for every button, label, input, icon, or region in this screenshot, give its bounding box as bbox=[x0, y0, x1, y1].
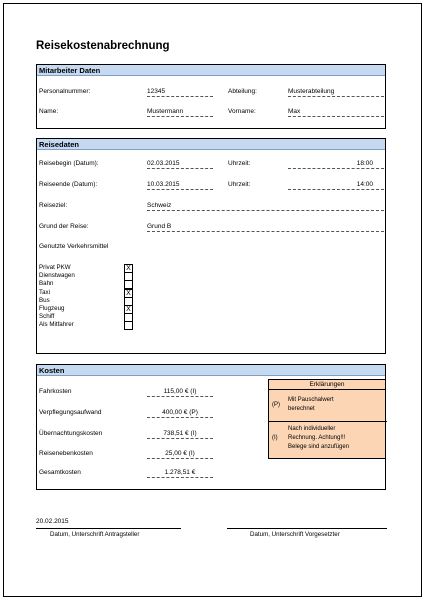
transport-checkbox[interactable]: X bbox=[124, 289, 133, 298]
accommodation-field[interactable]: 738,51 € (I) bbox=[147, 429, 213, 439]
transport-option-label: Bus bbox=[39, 296, 50, 304]
employee-section bbox=[36, 64, 386, 129]
explanation-box bbox=[268, 379, 386, 459]
transport-checkbox[interactable]: X bbox=[124, 264, 133, 273]
individual-code: (I) bbox=[272, 435, 278, 441]
signature-line-applicant bbox=[36, 528, 181, 529]
explanation-individual bbox=[269, 424, 387, 458]
transport-option-label: Privat PKW bbox=[39, 264, 71, 271]
meal-allowance-field[interactable]: 400,00 € (P) bbox=[147, 408, 213, 418]
transport-option-label: Dienstwagen bbox=[39, 272, 75, 280]
document-title: Reisekostenabrechnung bbox=[36, 40, 170, 52]
travel-costs-label: Fahrkosten bbox=[39, 388, 72, 395]
travel-section bbox=[36, 138, 386, 354]
transport-option bbox=[39, 280, 53, 287]
transport-option bbox=[39, 272, 75, 279]
travel-end-time-field[interactable]: 14:00 bbox=[288, 180, 384, 190]
personnel-number-field[interactable]: 12345 bbox=[147, 87, 213, 97]
transport-option-label: Als Mitfahrer bbox=[39, 321, 74, 329]
destination-field[interactable]: Schweiz bbox=[147, 201, 384, 211]
destination-label: Reiseziel: bbox=[39, 202, 68, 209]
transport-label: Genutzte Verkehrsmittel bbox=[39, 243, 109, 250]
travel-start-field[interactable]: 02.03.2015 bbox=[147, 159, 213, 169]
trip-reason-field[interactable]: Grund B bbox=[147, 222, 384, 232]
travel-start-time-field[interactable]: 18:00 bbox=[288, 159, 384, 169]
travel-start-label: Reisebegin (Datum): bbox=[39, 160, 99, 167]
transport-option bbox=[39, 313, 54, 320]
costs-section bbox=[36, 364, 386, 490]
incidental-costs-label: Reisenebenkosten bbox=[39, 450, 93, 457]
individual-text-1: Nach individueller bbox=[288, 426, 336, 432]
signature-date: 20.02.2015 bbox=[36, 518, 69, 525]
individual-text-2: Rechnung. Achtung!!! bbox=[288, 435, 346, 441]
incidental-costs-field[interactable]: 25,00 € (I) bbox=[147, 449, 213, 459]
transport-option bbox=[39, 297, 50, 304]
employee-section-header: Mitarbeiter Daten bbox=[37, 65, 385, 76]
travel-end-field[interactable]: 10.03.2015 bbox=[147, 180, 213, 190]
flat-rate-text-1: Mit Pauschalwert bbox=[288, 397, 334, 403]
travel-costs-field[interactable]: 115,00 € (I) bbox=[147, 387, 213, 397]
transport-option bbox=[39, 321, 74, 328]
costs-section-header: Kosten bbox=[37, 365, 385, 376]
travel-start-time-label: Uhrzeit: bbox=[228, 160, 251, 167]
total-costs-field[interactable]: 1.278,51 € bbox=[147, 468, 213, 478]
transport-option-label: Taxi bbox=[39, 288, 51, 296]
explanation-flat-rate bbox=[269, 394, 387, 422]
first-name-label: Vorname: bbox=[228, 108, 256, 115]
travel-end-time-label: Uhrzeit: bbox=[228, 181, 251, 188]
flat-rate-text-2: berechnet bbox=[288, 406, 315, 412]
name-label: Name: bbox=[39, 108, 59, 115]
first-name-field[interactable]: Max bbox=[288, 107, 384, 117]
trip-reason-label: Grund der Reise: bbox=[39, 223, 89, 230]
meal-allowance-label: Verpflegungsaufwand bbox=[39, 409, 102, 416]
name-field[interactable]: Mustermann bbox=[147, 107, 213, 117]
department-label: Abteilung: bbox=[228, 88, 257, 95]
signature-label-supervisor: Datum, Unterschrift Vorgesetzter bbox=[250, 531, 340, 538]
total-costs-label: Gesamtkosten bbox=[39, 469, 81, 476]
department-field[interactable]: Musterabteilung bbox=[288, 87, 384, 97]
flat-rate-code: (P) bbox=[272, 402, 280, 408]
transport-checkbox[interactable] bbox=[124, 321, 133, 330]
signature-line-supervisor bbox=[227, 528, 387, 529]
transport-option-label: Flugzeug bbox=[39, 305, 65, 312]
transport-checkbox[interactable]: X bbox=[124, 305, 133, 314]
personnel-number-label: Personalnummer: bbox=[39, 88, 91, 95]
transport-option bbox=[39, 305, 131, 313]
travel-section-header: Reisedaten bbox=[37, 139, 385, 150]
explanation-header: Erklärungen bbox=[269, 380, 385, 390]
transport-option bbox=[39, 288, 131, 297]
individual-text-3: Belege sind anzufügen bbox=[288, 444, 350, 450]
transport-option-label: Bahn bbox=[39, 280, 54, 288]
travel-end-label: Reiseende (Datum): bbox=[39, 181, 98, 188]
transport-option-label: Schiff bbox=[39, 313, 55, 321]
signature-label-applicant: Datum, Unterschrift Antragsteller bbox=[50, 531, 140, 538]
accommodation-label: Übernachtungskosten bbox=[39, 430, 103, 437]
transport-option bbox=[39, 264, 131, 272]
